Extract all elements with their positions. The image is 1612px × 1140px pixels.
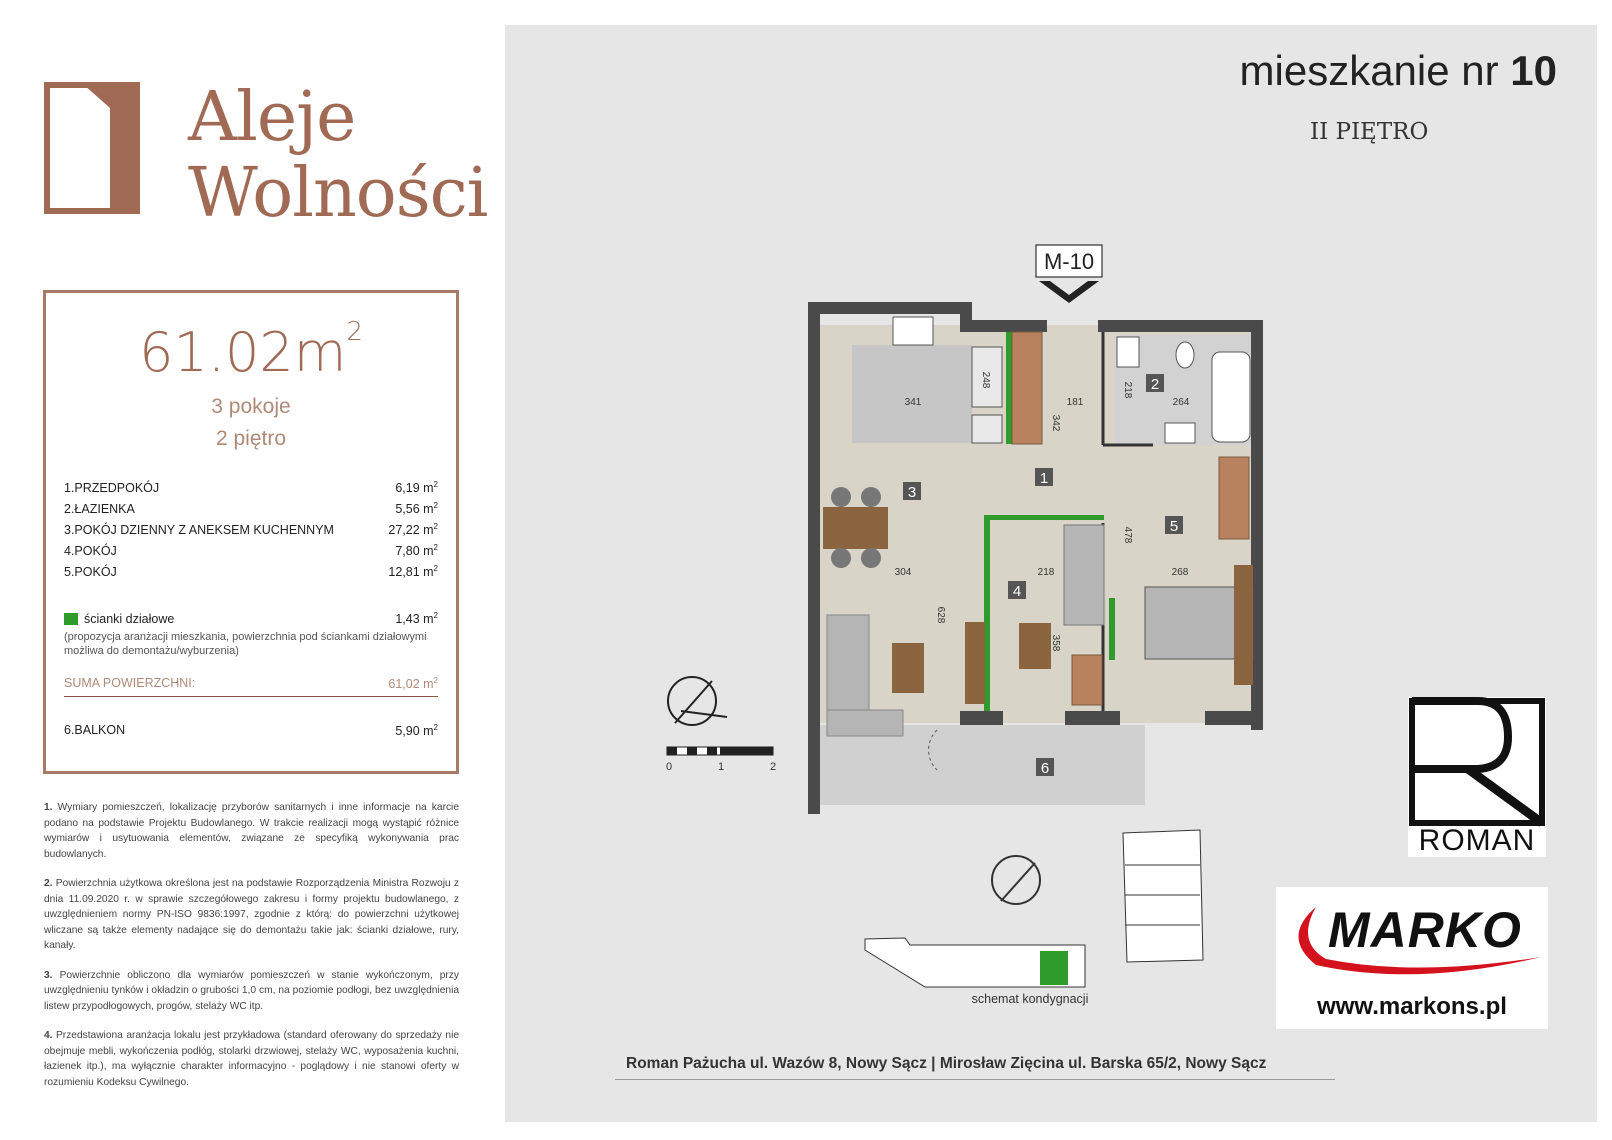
- note-1: 1. Wymiary pomieszczeń, lokalizację przyborów sanitarnych i inne informacje na karcie podano na podstawie Projektu Budowlanego. W trakcie realizacji mogą wystąpić różnice wymiarów i usytuowania elementów, związane ze specyfiką wykonywania prac budowlanych.: [44, 802, 459, 860]
- scale-label: 1: [717, 761, 725, 773]
- balcony-row: 6.BALKON 5,90 $m^2$: [64, 723, 438, 739]
- roman-logo-mark: [1408, 697, 1546, 827]
- area-summary-box: [43, 290, 459, 774]
- room-row: 4.POKÓJ 7,80 $m^2$: [64, 542, 438, 559]
- rooms-list: [64, 477, 438, 582]
- marko-logo-text: MARKO: [1328, 902, 1522, 958]
- partitions-info: ścianki działowe 1,43 $m^2$ (propozycja aranżacji mieszkania, powierzchnia pod ściankami działowymi możliwa do demontażu/wyburzenia): [64, 611, 438, 658]
- compass-icon: [668, 677, 727, 725]
- room-row: 3.POKÓJ DZIENNY Z ANEKSEM KUCHENNYM 27,22 $m^2$: [64, 521, 438, 538]
- dimension-label: 478: [1122, 526, 1133, 544]
- apartment-marker: M-10: [1043, 249, 1095, 274]
- room-row: 2.ŁAZIENKA 5,56 $m^2$: [64, 500, 438, 517]
- dimension-label: 181: [1066, 397, 1084, 408]
- scale-label: 0: [665, 761, 673, 773]
- roman-logo: [1408, 697, 1546, 857]
- legal-notes: [44, 800, 459, 1104]
- dimension-label: 218: [1122, 381, 1133, 399]
- note-2: 2. Powierzchnia użytkowa określona jest na podstawie Rozporządzenia Ministra Rozwoju z dnia 11.09.2020 r. w sprawie szczegółowego zakresu i formy projektu budowlanego, z uwzględnieniem normy PN-ISO 9836:1997, zgodnie z którą: do powierzchni użytkowej wliczane są także elementy nadające się do demontażu takie jak: ścianki działowe, rury, kanały.: [44, 878, 459, 951]
- dimension-label: 341: [904, 397, 922, 408]
- room-number-2: 2: [1150, 376, 1160, 393]
- note-3: 3. Powierzchnie obliczono dla wymiarów pomieszczeń w stanie wykończonym, przy uwzględnieniu tynków i okładzin o grubości 1,0 cm, na poziomie podłogi, bez uwzględnienia listew przypodłogowych, progów, stelaży WC itp.: [44, 969, 459, 1012]
- info-panel: [0, 0, 505, 1140]
- footer-contacts: Roman Pażucha ul. Wazów 8, Nowy Sącz | Mirosław Zięcina ul. Barska 65/2, Nowy Sącz: [626, 1055, 1267, 1072]
- dimension-label: 218: [1037, 567, 1055, 578]
- dimension-label: 248: [980, 371, 991, 389]
- room-number-3: 3: [907, 484, 917, 501]
- room-number-6: 6: [1040, 760, 1050, 777]
- partitions-note: (propozycja aranżacji mieszkania, powierzchnia pod ściankami działowymi możliwa do demontażu/wyburzenia): [64, 631, 427, 658]
- rooms-count: 3 pokoje: [211, 395, 291, 418]
- room-number-4: 4: [1012, 583, 1022, 600]
- dimension-label: 268: [1171, 567, 1189, 578]
- partition-color-swatch: [64, 613, 78, 625]
- room-number-5: 5: [1169, 518, 1179, 535]
- scale-label: 2: [769, 761, 777, 773]
- apartment-title: mieszkanie nr 10: [1239, 47, 1557, 94]
- brand-name: [188, 80, 487, 232]
- room-number-1: 1: [1039, 470, 1049, 487]
- roman-logo-text: ROMAN: [1418, 824, 1536, 857]
- room-row: 5.POKÓJ 12,81 $m^2$: [64, 563, 438, 580]
- plan-panel: [505, 25, 1597, 1122]
- note-4: 4. Przedstawiona aranżacja lokalu jest przykładowa (standard oferowany do sprzedaży nie obejmuje mebli, wykończenia podłóg, stolarki drzwiowej, stelaży WC, wyposażenia kuchni, łazienek itp.), ma wyłącznie charakter informacyjno - poglądowy i nie stanowi oferty w rozumieniu Kodeksu Cywilnego.: [44, 1030, 459, 1088]
- footer-divider: [615, 1079, 1335, 1080]
- marko-url: www.markons.pl: [1317, 993, 1507, 1020]
- brand-line-2: Wolności: [188, 154, 488, 233]
- brand-line-1: Aleje: [188, 78, 356, 157]
- room-row: 1.PRZEDPOKÓJ 6,19 $m^2$: [64, 479, 438, 496]
- total-area: $61.02m^2$: [139, 317, 363, 384]
- dimension-label: 358: [1050, 634, 1061, 652]
- building-schema: [865, 830, 1203, 987]
- floor-label: II PIĘTRO: [1310, 119, 1429, 145]
- dimension-label: 304: [894, 567, 912, 578]
- schema-label: schemat kondygnacji: [971, 992, 1089, 1006]
- floor-text: 2 piętro: [215, 427, 287, 450]
- marko-logo: [1276, 887, 1548, 1029]
- dimension-label: 264: [1172, 397, 1190, 408]
- scale-bar: [667, 747, 773, 755]
- dimension-label: 628: [935, 606, 946, 624]
- sum-row: SUMA POWIERZCHNI: 61,02 $m^2$: [64, 676, 438, 697]
- dimension-label: 342: [1050, 414, 1061, 432]
- brand-logo-mark: [44, 82, 140, 214]
